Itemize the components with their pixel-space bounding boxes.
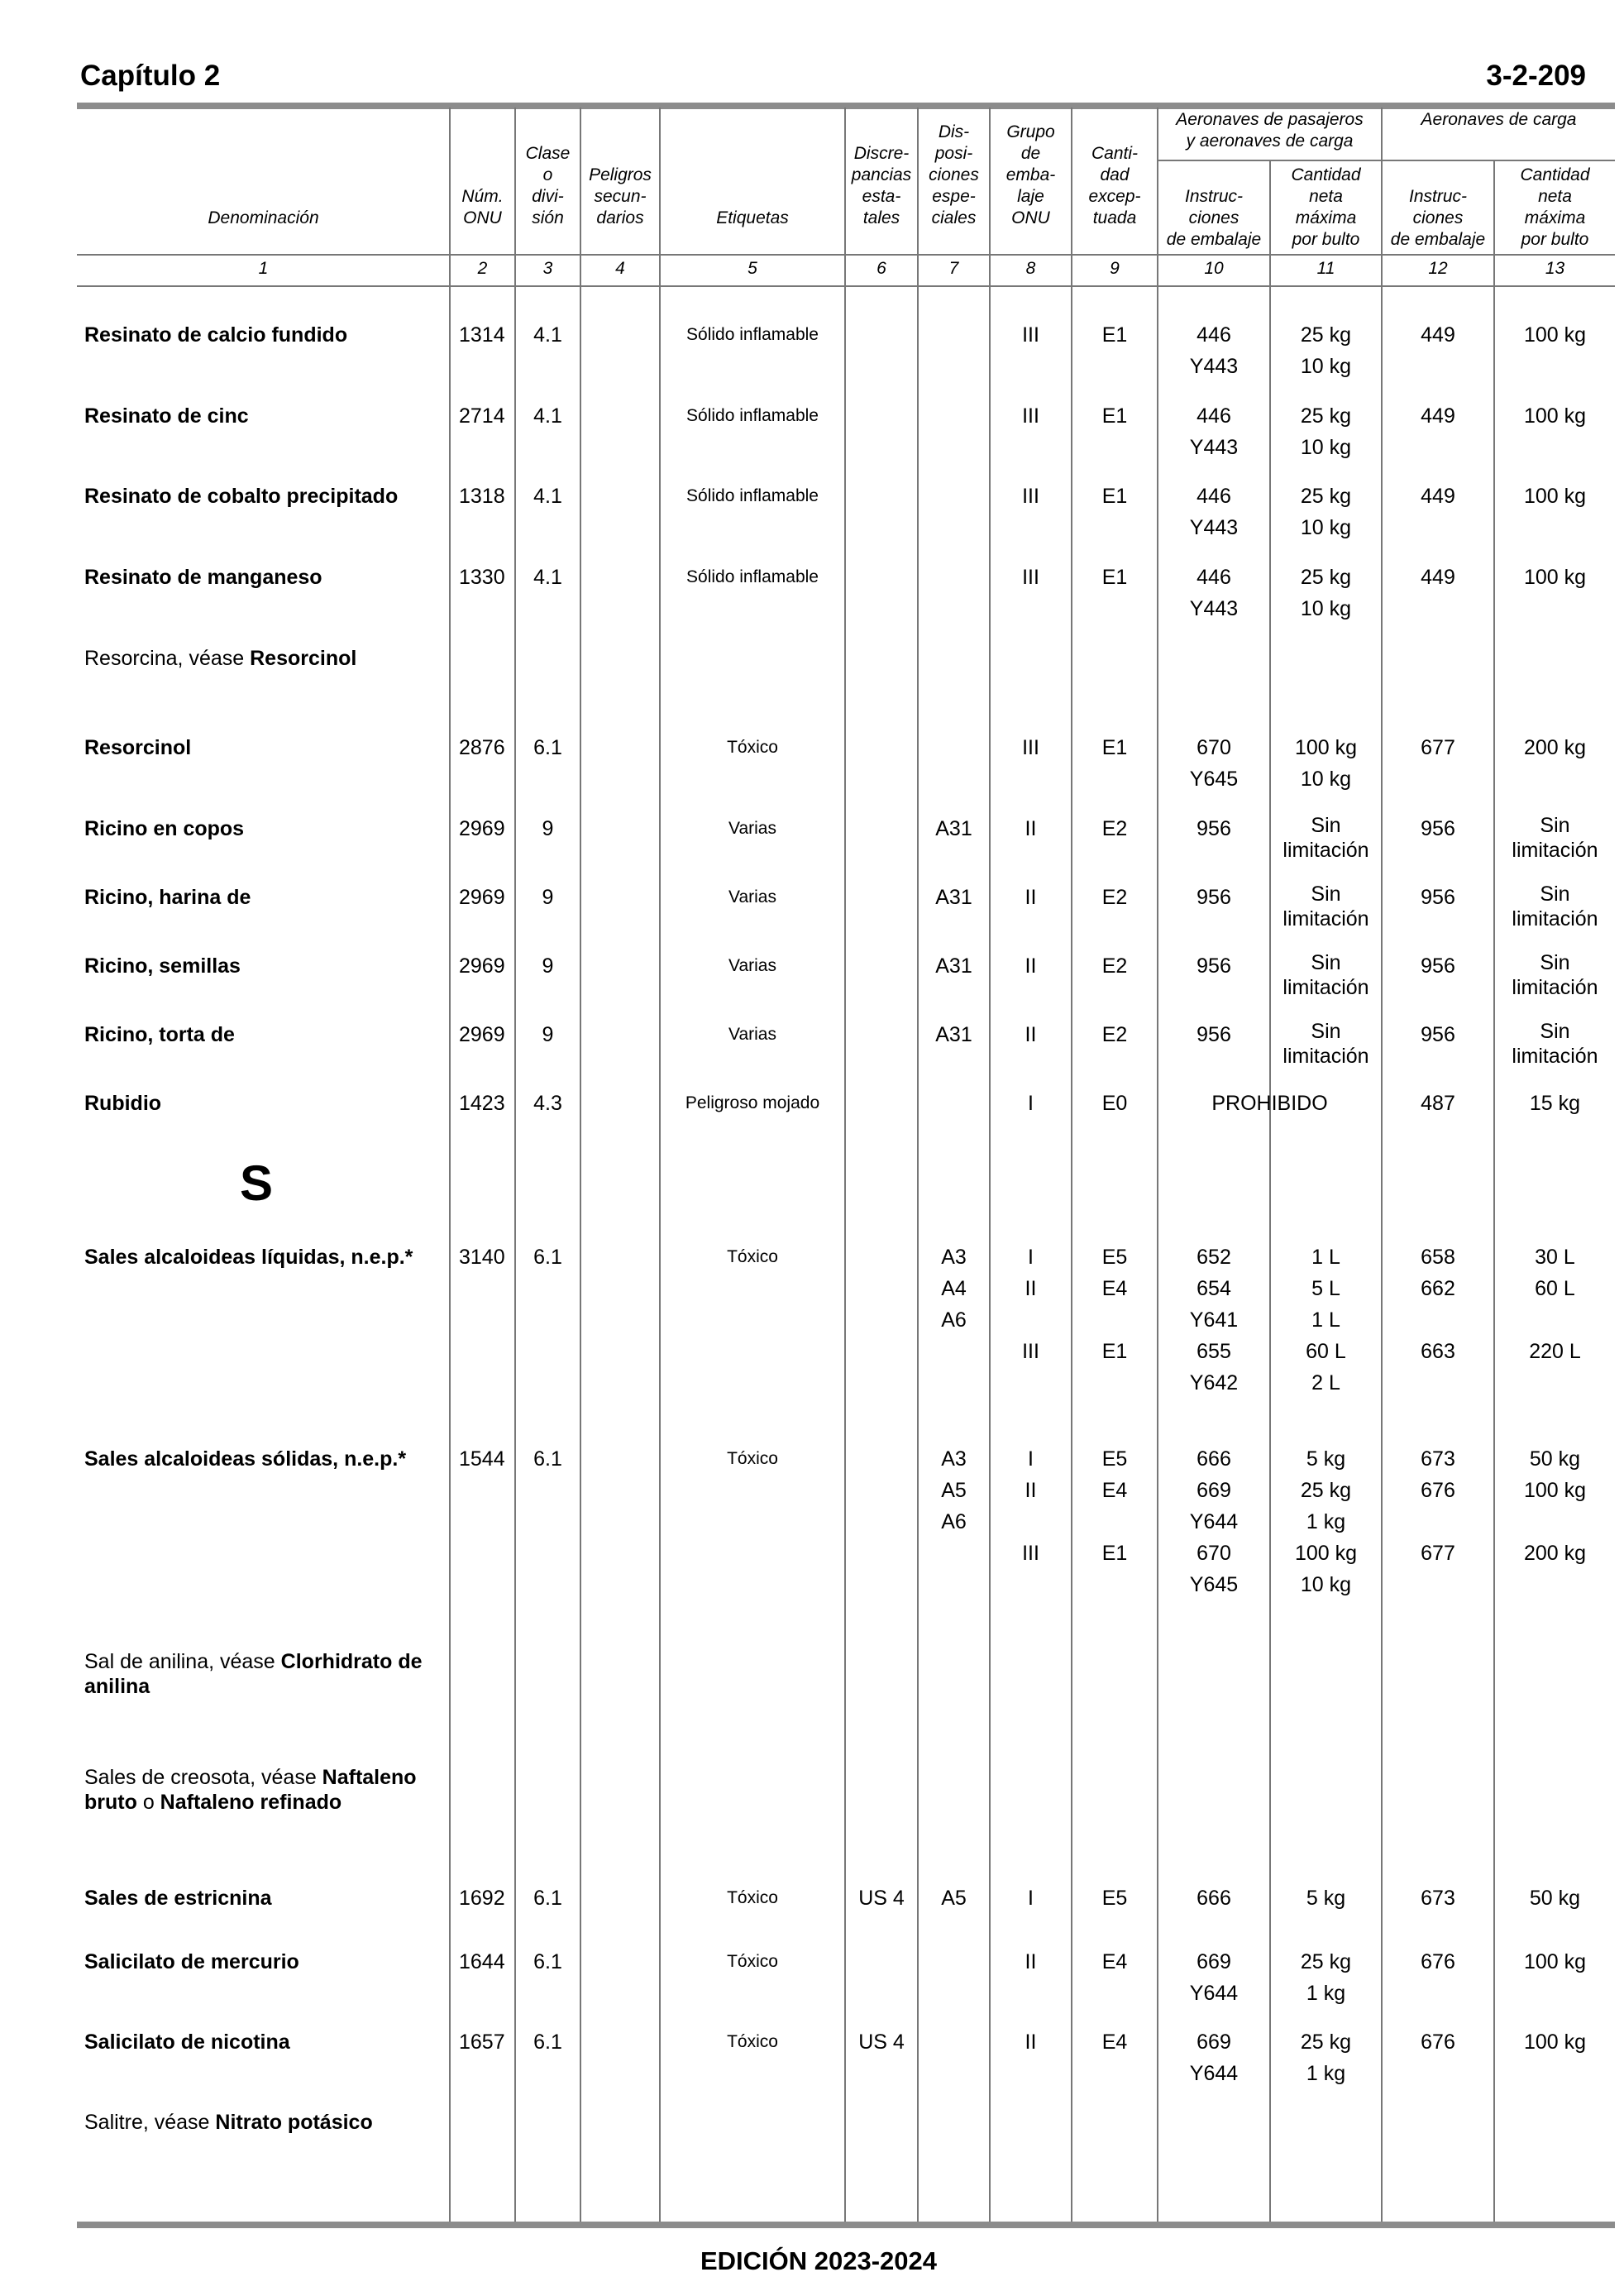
un-number: 1318 xyxy=(459,485,505,508)
col-header-cantidad-13: Cantidad neta máxima por bulto xyxy=(1520,165,1590,249)
packing-group: I xyxy=(1028,1887,1034,1910)
packing-group: I II III xyxy=(1022,1246,1039,1363)
excepted-quantity: E1 xyxy=(1101,736,1128,759)
cross-reference-text: Sal de anilina, véase xyxy=(84,1650,281,1673)
pax-packing-instruction: 446 Y443 xyxy=(1189,485,1239,539)
pax-packing-instruction: 446 Y443 xyxy=(1189,566,1239,620)
entry-name-text: Sales alcaloideas líquidas, n.e.p.* xyxy=(84,1246,413,1269)
entry-name-text: Sales de estricnina xyxy=(84,1887,272,1910)
pax-max-quantity: 25 kg 10 kg xyxy=(1300,404,1352,459)
class-division: 6.1 xyxy=(533,1447,562,1471)
excepted-quantity: E2 xyxy=(1101,817,1128,840)
pax-max-quantity: 1 L 5 L 1 L 60 L 2 L xyxy=(1306,1246,1346,1394)
entry-name xyxy=(84,404,447,428)
pax-packing-instruction: 446 Y443 xyxy=(1189,323,1239,378)
class-division: 9 xyxy=(542,817,554,840)
entry-name-text: Sales alcaloideas sólidas, n.e.p.* xyxy=(84,1447,407,1471)
pax-packing-instruction: 956 xyxy=(1197,886,1231,909)
cargo-packing-instruction: 676 xyxy=(1421,2031,1455,2054)
column-number: 4 xyxy=(615,259,625,278)
pax-max-quantity: 5 kg 25 kg 1 kg 100 kg 10 kg xyxy=(1294,1447,1358,1596)
pax-forbidden: PROHIBIDO xyxy=(1211,1092,1328,1115)
pax-max-quantity: Sin limitación xyxy=(1282,814,1369,862)
col-header-cantidad-exceptuada: Canti- dad excep- tuada xyxy=(1088,144,1141,227)
column-number: 10 xyxy=(1204,259,1224,278)
un-number: 2969 xyxy=(459,886,505,909)
special-provision: A31 xyxy=(935,1023,972,1046)
cargo-packing-instruction: 449 xyxy=(1421,566,1455,589)
excepted-quantity: E1 xyxy=(1101,566,1128,589)
edition-footer: EDICIÓN 2023-2024 xyxy=(700,2246,938,2275)
pax-packing-instruction: 446 Y443 xyxy=(1189,404,1239,459)
column-number: 7 xyxy=(948,259,959,278)
cargo-packing-instruction: 449 xyxy=(1421,485,1455,508)
un-number: 1644 xyxy=(459,1950,505,1973)
entry-name-text: Resinato de cinc xyxy=(84,404,249,428)
un-number: 1314 xyxy=(459,323,505,347)
entry-name xyxy=(84,2110,447,2135)
cross-reference-text: Resorcina, véase xyxy=(84,647,251,670)
column-number-rule xyxy=(77,285,1615,287)
cargo-packing-instruction: 956 xyxy=(1421,954,1455,978)
cross-reference-target: Naftaleno refinado xyxy=(160,1791,342,1814)
cargo-max-quantity: Sin limitación xyxy=(1512,1020,1598,1068)
un-number: 1657 xyxy=(459,2031,505,2054)
hazard-label: Tóxico xyxy=(727,1449,778,1468)
col-header-num-onu: Núm. ONU xyxy=(461,187,504,227)
hazard-label: Sólido inflamable xyxy=(686,325,819,344)
pax-packing-instruction: 956 xyxy=(1197,954,1231,978)
class-division: 6.1 xyxy=(533,1246,562,1269)
pax-packing-instruction: 956 xyxy=(1197,817,1231,840)
group-header-pasajeros: Aeronaves de pasajeros y aeronaves de carga xyxy=(1176,110,1364,151)
pax-packing-instruction: 666 669 Y644 670 Y645 xyxy=(1189,1447,1239,1596)
cargo-max-quantity: Sin limitación xyxy=(1512,951,1598,999)
packing-group: II xyxy=(1025,817,1037,840)
class-division: 4.3 xyxy=(533,1092,562,1115)
cargo-max-quantity: 100 kg xyxy=(1523,485,1587,508)
hazard-label: Sólido inflamable xyxy=(686,567,819,586)
entry-name xyxy=(84,1447,447,1471)
entry-name xyxy=(84,1949,447,1974)
cargo-packing-instruction: 956 xyxy=(1421,817,1455,840)
column-number: 5 xyxy=(748,259,757,278)
class-division: 9 xyxy=(542,1023,554,1046)
cargo-max-quantity: 100 kg xyxy=(1523,2031,1587,2054)
pax-max-quantity: Sin limitación xyxy=(1282,951,1369,999)
col-header-discrepancias: Discre- pancias esta- tales xyxy=(851,144,912,227)
entry-name-text: Salicilato de nicotina xyxy=(84,2031,290,2054)
entry-name xyxy=(84,565,447,590)
header-rule xyxy=(77,254,1615,256)
class-division: 9 xyxy=(542,886,554,909)
entry-name-text: Ricino en copos xyxy=(84,817,245,840)
state-variation: US 4 xyxy=(858,1887,905,1910)
packing-group: III xyxy=(1022,485,1039,508)
excepted-quantity: E2 xyxy=(1101,954,1128,978)
entry-name xyxy=(84,816,447,841)
un-number: 3140 xyxy=(459,1246,505,1269)
cargo-packing-instruction: 673 676 677 xyxy=(1421,1447,1455,1565)
packing-group: III xyxy=(1022,323,1039,347)
cargo-max-quantity: 50 kg 100 kg 200 kg xyxy=(1523,1447,1587,1565)
entry-name xyxy=(84,1765,447,1815)
entry-name-text: Resinato de calcio fundido xyxy=(84,323,348,347)
hazard-label: Tóxico xyxy=(727,2032,778,2051)
excepted-quantity: E5 E4 E1 xyxy=(1101,1447,1128,1565)
hazard-label: Tóxico xyxy=(727,738,778,757)
column-number: 12 xyxy=(1428,259,1448,278)
entry-name-text: Rubidio xyxy=(84,1092,162,1115)
packing-group: I xyxy=(1028,1092,1034,1115)
cross-reference-text: o xyxy=(136,1791,160,1814)
entry-name-text: Resinato de cobalto precipitado xyxy=(84,485,399,508)
un-number: 2969 xyxy=(459,954,505,978)
un-number: 2876 xyxy=(459,736,505,759)
col-header-peligros: Peligros secun- darios xyxy=(589,165,652,227)
entry-name-text: Ricino, torta de xyxy=(84,1023,235,1046)
cargo-max-quantity: 100 kg xyxy=(1523,323,1587,347)
special-provision: A5 xyxy=(941,1887,967,1910)
cargo-packing-instruction: 449 xyxy=(1421,323,1455,347)
cargo-packing-instruction: 956 xyxy=(1421,886,1455,909)
entry-name xyxy=(84,1886,447,1911)
pax-max-quantity: 25 kg 1 kg xyxy=(1300,2031,1352,2085)
class-division: 6.1 xyxy=(533,1950,562,1973)
column-number: 6 xyxy=(876,259,886,278)
hazard-label: Varias xyxy=(728,819,776,838)
special-provision: A31 xyxy=(935,817,972,840)
cross-reference-text: Sales de creosota, véase xyxy=(84,1766,322,1789)
special-provision: A31 xyxy=(935,954,972,978)
col-header-disposiciones: Dis- posi- ciones espe- ciales xyxy=(929,122,979,227)
excepted-quantity: E4 xyxy=(1101,1950,1128,1973)
hazard-label: Varias xyxy=(728,887,776,906)
class-division: 4.1 xyxy=(533,485,562,508)
col-header-clase: Clase o divi- sión xyxy=(525,144,571,227)
col-header-cantidad-11: Cantidad neta máxima por bulto xyxy=(1291,165,1361,249)
cross-reference-target: Resorcinol xyxy=(250,647,357,670)
column-number: 1 xyxy=(258,259,269,278)
cargo-packing-instruction: 676 xyxy=(1421,1950,1455,1973)
hazard-label: Sólido inflamable xyxy=(686,486,819,505)
column-number: 8 xyxy=(1025,259,1036,278)
cargo-max-quantity: Sin limitación xyxy=(1512,883,1598,930)
entry-name xyxy=(84,484,447,509)
cargo-max-quantity: 200 kg xyxy=(1523,736,1587,759)
pax-packing-instruction: 666 xyxy=(1197,1887,1231,1910)
entry-name xyxy=(84,1091,447,1116)
class-division: 4.1 xyxy=(533,404,562,428)
un-number: 2714 xyxy=(459,404,505,428)
pax-max-quantity: 100 kg 10 kg xyxy=(1294,736,1358,791)
hazard-label: Tóxico xyxy=(727,1247,778,1266)
excepted-quantity: E1 xyxy=(1101,323,1128,347)
packing-group: I II III xyxy=(1022,1447,1039,1565)
bottom-rule xyxy=(77,2222,1615,2228)
pax-packing-instruction: 652 654 Y641 655 Y642 xyxy=(1189,1246,1239,1394)
excepted-quantity: E5 xyxy=(1101,1887,1128,1910)
class-division: 6.1 xyxy=(533,736,562,759)
class-division: 6.1 xyxy=(533,2031,562,2054)
pax-max-quantity: 25 kg 10 kg xyxy=(1300,485,1352,539)
pax-max-quantity: Sin limitación xyxy=(1282,883,1369,930)
entry-name-text: Ricino, semillas xyxy=(84,954,241,978)
col-header-instrucciones-10: Instruc- ciones de embalaje xyxy=(1166,187,1262,249)
packing-group: II xyxy=(1025,2031,1037,2054)
entry-name xyxy=(84,885,447,910)
excepted-quantity: E4 xyxy=(1101,2031,1128,2054)
excepted-quantity: E5 E4 E1 xyxy=(1101,1246,1128,1363)
column-number: 13 xyxy=(1545,259,1565,278)
col-divider xyxy=(1493,161,1495,2225)
col-header-grupo: Grupo de emba- laje ONU xyxy=(1005,122,1056,227)
class-division: 4.1 xyxy=(533,566,562,589)
column-number: 11 xyxy=(1316,259,1335,278)
cross-reference-target: Nitrato potásico xyxy=(215,2111,373,2134)
entry-name-text: Ricino, harina de xyxy=(84,886,251,909)
group-underline xyxy=(1157,160,1615,161)
hazard-label: Peligroso mojado xyxy=(685,1093,820,1112)
packing-group: II xyxy=(1025,954,1037,978)
un-number: 1692 xyxy=(459,1887,505,1910)
un-number: 1330 xyxy=(459,566,505,589)
cargo-packing-instruction: 487 xyxy=(1421,1092,1455,1115)
entry-name xyxy=(84,323,447,347)
excepted-quantity: E1 xyxy=(1101,485,1128,508)
cargo-packing-instruction: 673 xyxy=(1421,1887,1455,1910)
entry-name xyxy=(84,735,447,760)
group-header-carga: Aeronaves de carga xyxy=(1421,110,1577,129)
un-number: 1423 xyxy=(459,1092,505,1115)
cargo-max-quantity: 15 kg xyxy=(1529,1092,1581,1115)
cross-reference-target: Clorhidrato de anilina xyxy=(84,1650,423,1698)
excepted-quantity: E2 xyxy=(1101,1023,1128,1046)
col-header-instrucciones-12: Instruc- ciones de embalaje xyxy=(1390,187,1486,249)
pax-packing-instruction: 669 Y644 xyxy=(1189,2031,1239,2085)
cargo-packing-instruction: 677 xyxy=(1421,736,1455,759)
chapter-title: Capítulo 2 xyxy=(80,60,221,92)
pax-max-quantity: 25 kg 10 kg xyxy=(1300,566,1352,620)
packing-group: III xyxy=(1022,566,1039,589)
state-variation: US 4 xyxy=(858,2031,905,2054)
cargo-max-quantity: 100 kg xyxy=(1523,1950,1587,1973)
section-letter: S xyxy=(240,1155,274,1211)
cargo-max-quantity: 50 kg xyxy=(1529,1887,1581,1910)
entry-name xyxy=(84,1022,447,1047)
cargo-packing-instruction: 956 xyxy=(1421,1023,1455,1046)
un-number: 2969 xyxy=(459,817,505,840)
entry-name xyxy=(84,1245,447,1270)
special-provision: A31 xyxy=(935,886,972,909)
column-number: 3 xyxy=(542,259,553,278)
un-number: 1544 xyxy=(459,1447,505,1471)
cargo-max-quantity: 100 kg xyxy=(1523,566,1587,589)
packing-group: III xyxy=(1022,736,1039,759)
pax-max-quantity: 25 kg 10 kg xyxy=(1300,323,1352,378)
packing-group: II xyxy=(1025,1023,1037,1046)
excepted-quantity: E0 xyxy=(1101,1092,1128,1115)
packing-group: II xyxy=(1025,1950,1037,1973)
pax-packing-instruction: 669 Y644 xyxy=(1189,1950,1239,2005)
hazard-label: Tóxico xyxy=(727,1952,778,1971)
cargo-max-quantity: 30 L 60 L 220 L xyxy=(1529,1246,1581,1363)
col-header-etiquetas: Etiquetas xyxy=(716,208,789,227)
cross-reference-target: Naftaleno bruto xyxy=(84,1766,417,1814)
excepted-quantity: E1 xyxy=(1101,404,1128,428)
pax-max-quantity: Sin limitación xyxy=(1282,1020,1369,1068)
class-division: 4.1 xyxy=(533,323,562,347)
entry-name xyxy=(84,954,447,978)
col-divider xyxy=(1269,161,1271,2225)
cargo-max-quantity: Sin limitación xyxy=(1512,814,1598,862)
column-number: 9 xyxy=(1110,259,1120,278)
un-number: 2969 xyxy=(459,1023,505,1046)
column-number: 2 xyxy=(477,259,488,278)
top-rule xyxy=(77,103,1615,109)
special-provision: A3 A5 A6 xyxy=(941,1447,967,1533)
entry-name-text: Resinato de manganeso xyxy=(84,566,322,589)
pax-packing-instruction: 956 xyxy=(1197,1023,1231,1046)
entry-name xyxy=(84,2030,447,2054)
hazard-label: Tóxico xyxy=(727,1888,778,1907)
col-divider xyxy=(580,108,581,2225)
packing-group: II xyxy=(1025,886,1037,909)
hazard-label: Varias xyxy=(728,956,776,975)
pax-max-quantity: 5 kg xyxy=(1306,1887,1346,1910)
cargo-packing-instruction: 658 662 663 xyxy=(1421,1246,1455,1363)
cargo-max-quantity: 100 kg xyxy=(1523,404,1587,428)
hazard-label: Varias xyxy=(728,1025,776,1044)
col-header-denominacion: Denominación xyxy=(208,208,319,227)
entry-name xyxy=(84,646,447,671)
hazard-label: Sólido inflamable xyxy=(686,406,819,425)
special-provision: A3 A4 A6 xyxy=(941,1246,967,1332)
class-division: 9 xyxy=(542,954,554,978)
packing-group: III xyxy=(1022,404,1039,428)
pax-packing-instruction: 670 Y645 xyxy=(1189,736,1239,791)
entry-name xyxy=(84,1649,447,1699)
cargo-packing-instruction: 449 xyxy=(1421,404,1455,428)
excepted-quantity: E2 xyxy=(1101,886,1128,909)
entry-name-text: Salicilato de mercurio xyxy=(84,1950,299,1973)
entry-name-text: Resorcinol xyxy=(84,736,192,759)
cross-reference-text: Salitre, véase xyxy=(84,2111,216,2134)
class-division: 6.1 xyxy=(533,1887,562,1910)
page-reference: 3-2-209 xyxy=(1486,60,1586,92)
pax-max-quantity: 25 kg 1 kg xyxy=(1300,1950,1352,2005)
